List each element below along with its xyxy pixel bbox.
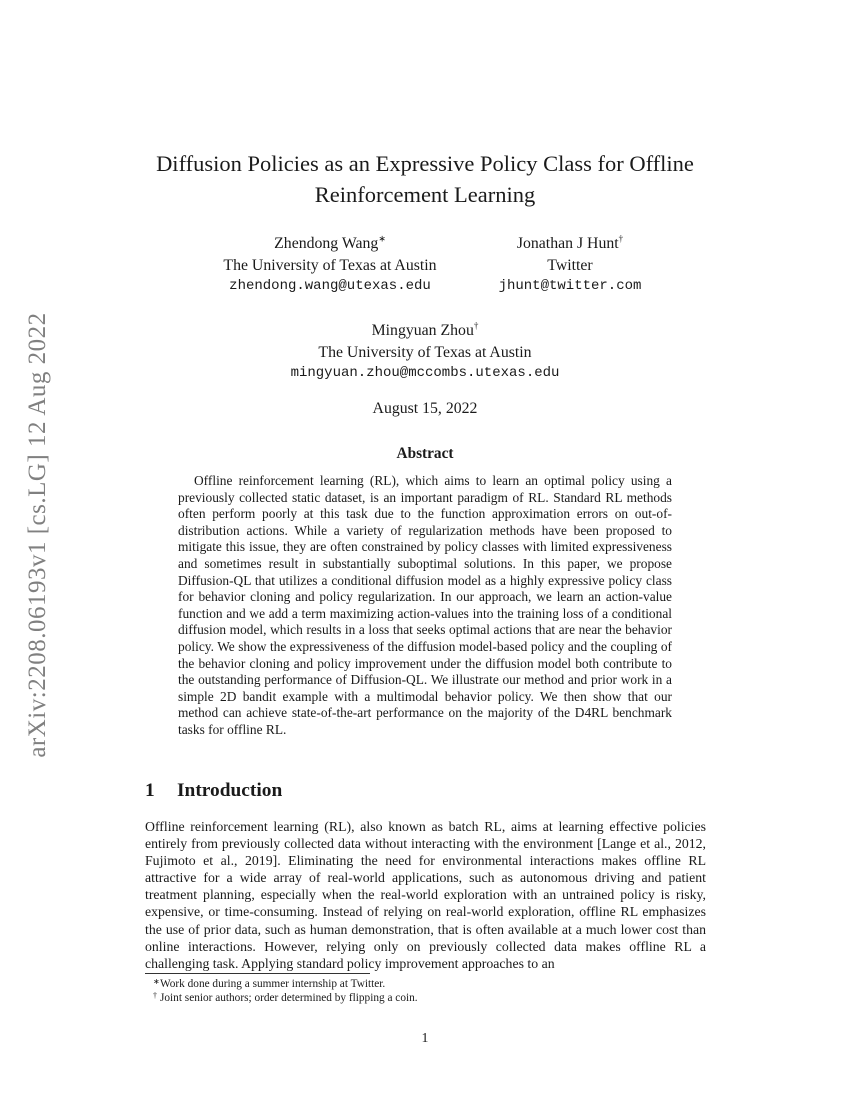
page-number: 1 [421,1030,429,1045]
author-name: Zhendong Wang [274,235,379,252]
footnote-mark: † [153,991,157,1000]
abstract-heading: Abstract [396,445,454,462]
footnote [153,977,418,991]
section-heading [145,780,282,802]
author-block-hunt [475,233,665,298]
section-number: 1 [145,780,155,801]
author-mark: † [618,233,624,244]
arxiv-stamp-text: arXiv:2208.06193v1 [cs.LG] 12 Aug 2022 [24,312,51,758]
footnote-mark: ∗ [153,977,160,986]
footnote-divider [145,973,370,974]
author-affiliation: The University of Texas at Austin [223,256,437,274]
author-email: mingyuan.zhou@mccombs.utexas.edu [290,365,560,381]
paper-date: August 15, 2022 [372,400,478,417]
author-affiliation: Twitter [547,256,593,274]
author-email: zhendong.wang@utexas.edu [229,278,431,294]
footnote [153,991,418,1005]
footnote-text: Work done during a summer internship at Twitter. [160,978,386,990]
author-block-zhou [260,320,590,385]
footnotes [153,977,418,1005]
introduction-text: Offline reinforcement learning (RL), also known as batch RL, aims at learning effective policies entirely from previously collected data without interacting with the environment [Lange et al., 2012, Fujimoto et al., 2019]. Eliminating the need for environmental interactions makes offline RL attractive for a wide array of real-world applications, such as autonomous driving and patient treatment planning, especially when the real-world exploration with an untrained policy is risky, expensive, or time-consuming. Instead of relying on real-world exploration, offline RL emphasizes the use of prior data, such as human demonstration, that is often available at a much lower cost than online interactions. However, relying only on previously collected data makes offline RL a challenging task. Applying standard policy improvement approaches to an [145,819,706,971]
author-name: Jonathan J Hunt [516,235,619,252]
author-mark: † [473,320,479,331]
author-affiliation: The University of Texas at Austin [318,343,532,361]
abstract-text: Offline reinforcement learning (RL), which aims to learn an optimal policy using a previously collected static dataset, is an important paradigm of RL. Standard RL methods often perform poorly at this task due to the function approximation errors on out-of-distribution actions. While a variety of regularization methods have been proposed to mitigate this issue, they are often constrained by policy classes with limited expressiveness and sometimes result in substantially suboptimal solutions. In this paper, we propose Diffusion-QL that utilizes a conditional diffusion model as a highly expressive policy class for behavior cloning and policy regularization. In our approach, we learn an action-value function and we add a term maximizing action-values into the training loss of a conditional diffusion model, which results in a loss that seeks optimal actions that are near the behavior policy. We show the expressiveness of the diffusion model-based policy and the coupling of the behavior cloning and policy improvement under the diffusion model both contribute to the outstanding performance of Diffusion-QL. We illustrate our method and prior work in a simple 2D bandit example with a multimodal behavior policy. We then show that our method can achieve state-of-the-art performance on the majority of the D4RL benchmark tasks for offline RL. [178,473,672,737]
author-name: Mingyuan Zhou [371,322,474,339]
footnote-text: Joint senior authors; order determined by flipping a coin. [160,992,418,1004]
author-block-wang [190,233,470,298]
section-title: Introduction [177,780,283,801]
paper-title: Diffusion Policies as an Expressive Policy Class for Offline Reinforcement Learning [156,151,694,207]
author-email: jhunt@twitter.com [498,278,642,294]
author-mark: ∗ [378,233,386,244]
